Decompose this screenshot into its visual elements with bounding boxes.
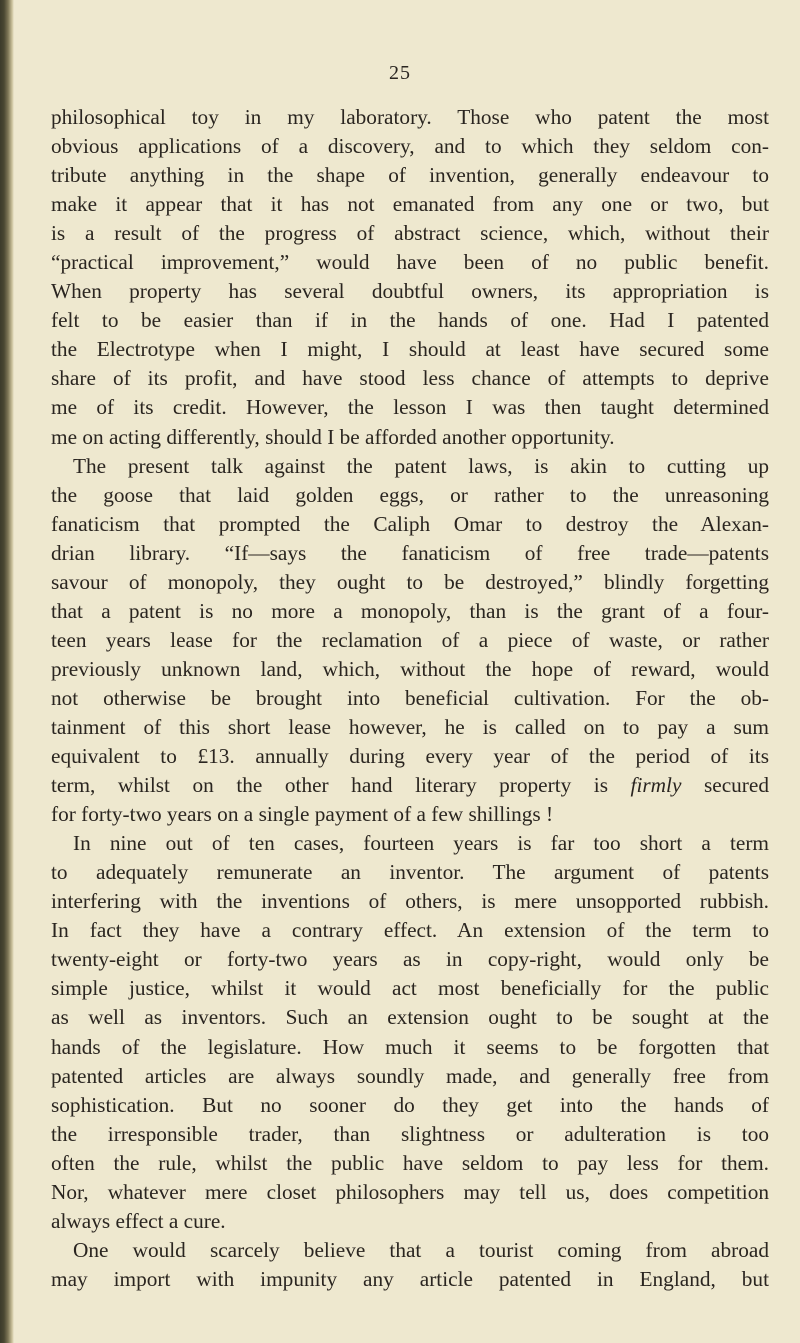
- text-line: tainment of this short lease however, he is called on to pay a sum: [51, 714, 769, 739]
- text-line: sophistication. But no sooner do they get into the hands of: [51, 1092, 769, 1117]
- text-line: In fact they have a contrary effect. An extension of the term to: [51, 918, 769, 943]
- text-line: that a patent is no more a monopoly, than is the grant of a four-: [51, 598, 769, 623]
- text-line: savour of monopoly, they ought to be destroyed,” blindly forgetting: [51, 569, 769, 594]
- emphasis-text: firmly: [630, 773, 682, 798]
- text-line: fanaticism that prompted the Caliph Omar to destroy the Alexan-: [51, 511, 769, 536]
- text-line: always effect a cure.: [51, 1208, 226, 1233]
- text-line: drian library. “If—says the fanaticism of free trade—patents: [51, 540, 769, 565]
- text-line: previously unknown land, which, without the hope of reward, would: [51, 656, 769, 681]
- text-line: teen years lease for the reclamation of a piece of waste, or rather: [51, 627, 769, 652]
- text-line: make it appear that it has not emanated from any one or two, but: [51, 192, 769, 217]
- text-line: the irresponsible trader, than slightness or adulteration is too: [51, 1121, 769, 1146]
- text-line: not otherwise be brought into beneficial cultivation. For the ob-: [51, 685, 769, 710]
- text-line: interfering with the inventions of others, is mere unsopported rubbish.: [51, 889, 769, 914]
- text-line: “practical improvement,” would have been of no public benefit.: [51, 250, 769, 275]
- text-line: the goose that laid golden eggs, or rather to the unreasoning: [51, 482, 769, 507]
- text-line: The present talk against the patent laws, is akin to cutting up: [73, 453, 769, 478]
- text-line: is a result of the progress of abstract science, which, without their: [51, 221, 769, 246]
- text-segment: term, whilst on the other hand literary property is: [51, 773, 631, 798]
- text-line: to adequately remunerate an inventor. The argument of patents: [51, 860, 769, 885]
- text-line: patented articles are always soundly made, and generally free from: [51, 1063, 769, 1088]
- text-line: tribute anything in the shape of invention, generally endeavour to: [51, 163, 769, 188]
- text-segment: secured: [681, 773, 769, 798]
- text-line: philosophical toy in my laboratory. Those who patent the most: [51, 105, 769, 129]
- text-line: One would scarcely believe that a tourist coming from abroad: [73, 1237, 769, 1262]
- text-line: When property has several doubtful owners, its appropriation is: [51, 279, 769, 304]
- text-line: for forty-two years on a single payment of a few shillings !: [51, 802, 554, 827]
- text-line: me of its credit. However, the lesson I was then taught determined: [51, 395, 769, 420]
- body-text: [51, 103, 769, 1294]
- text-line: may import with impunity any article patented in England, but: [51, 1266, 769, 1291]
- page-number: 25: [389, 62, 411, 84]
- text-line: Nor, whatever mere closet philosophers may tell us, does competition: [51, 1179, 769, 1204]
- text-line: In nine out of ten cases, fourteen years is far too short a term: [73, 831, 769, 856]
- text-line: hands of the legislature. How much it seems to be forgotten that: [51, 1034, 769, 1059]
- text-line: simple justice, whilst it would act most beneficially for the public: [51, 976, 769, 1001]
- text-line: me on acting differently, should I be afforded another opportunity.: [51, 424, 615, 449]
- text-line: obvious applications of a discovery, and to which they seldom con-: [51, 134, 769, 159]
- text-line: twenty-eight or forty-two years as in copy-right, would only be: [51, 947, 769, 972]
- text-line: often the rule, whilst the public have seldom to pay less for them.: [51, 1150, 769, 1175]
- text-line: the Electrotype when I might, I should at least have secured some: [51, 337, 769, 362]
- text-line: as well as inventors. Such an extension ought to be sought at the: [51, 1005, 769, 1030]
- text-line: share of its profit, and have stood less chance of attempts to deprive: [51, 366, 769, 391]
- text-line: [51, 771, 769, 800]
- text-line: equivalent to £13. annually during every year of the period of its: [51, 744, 769, 769]
- text-line: felt to be easier than if in the hands of one. Had I patented: [51, 308, 769, 333]
